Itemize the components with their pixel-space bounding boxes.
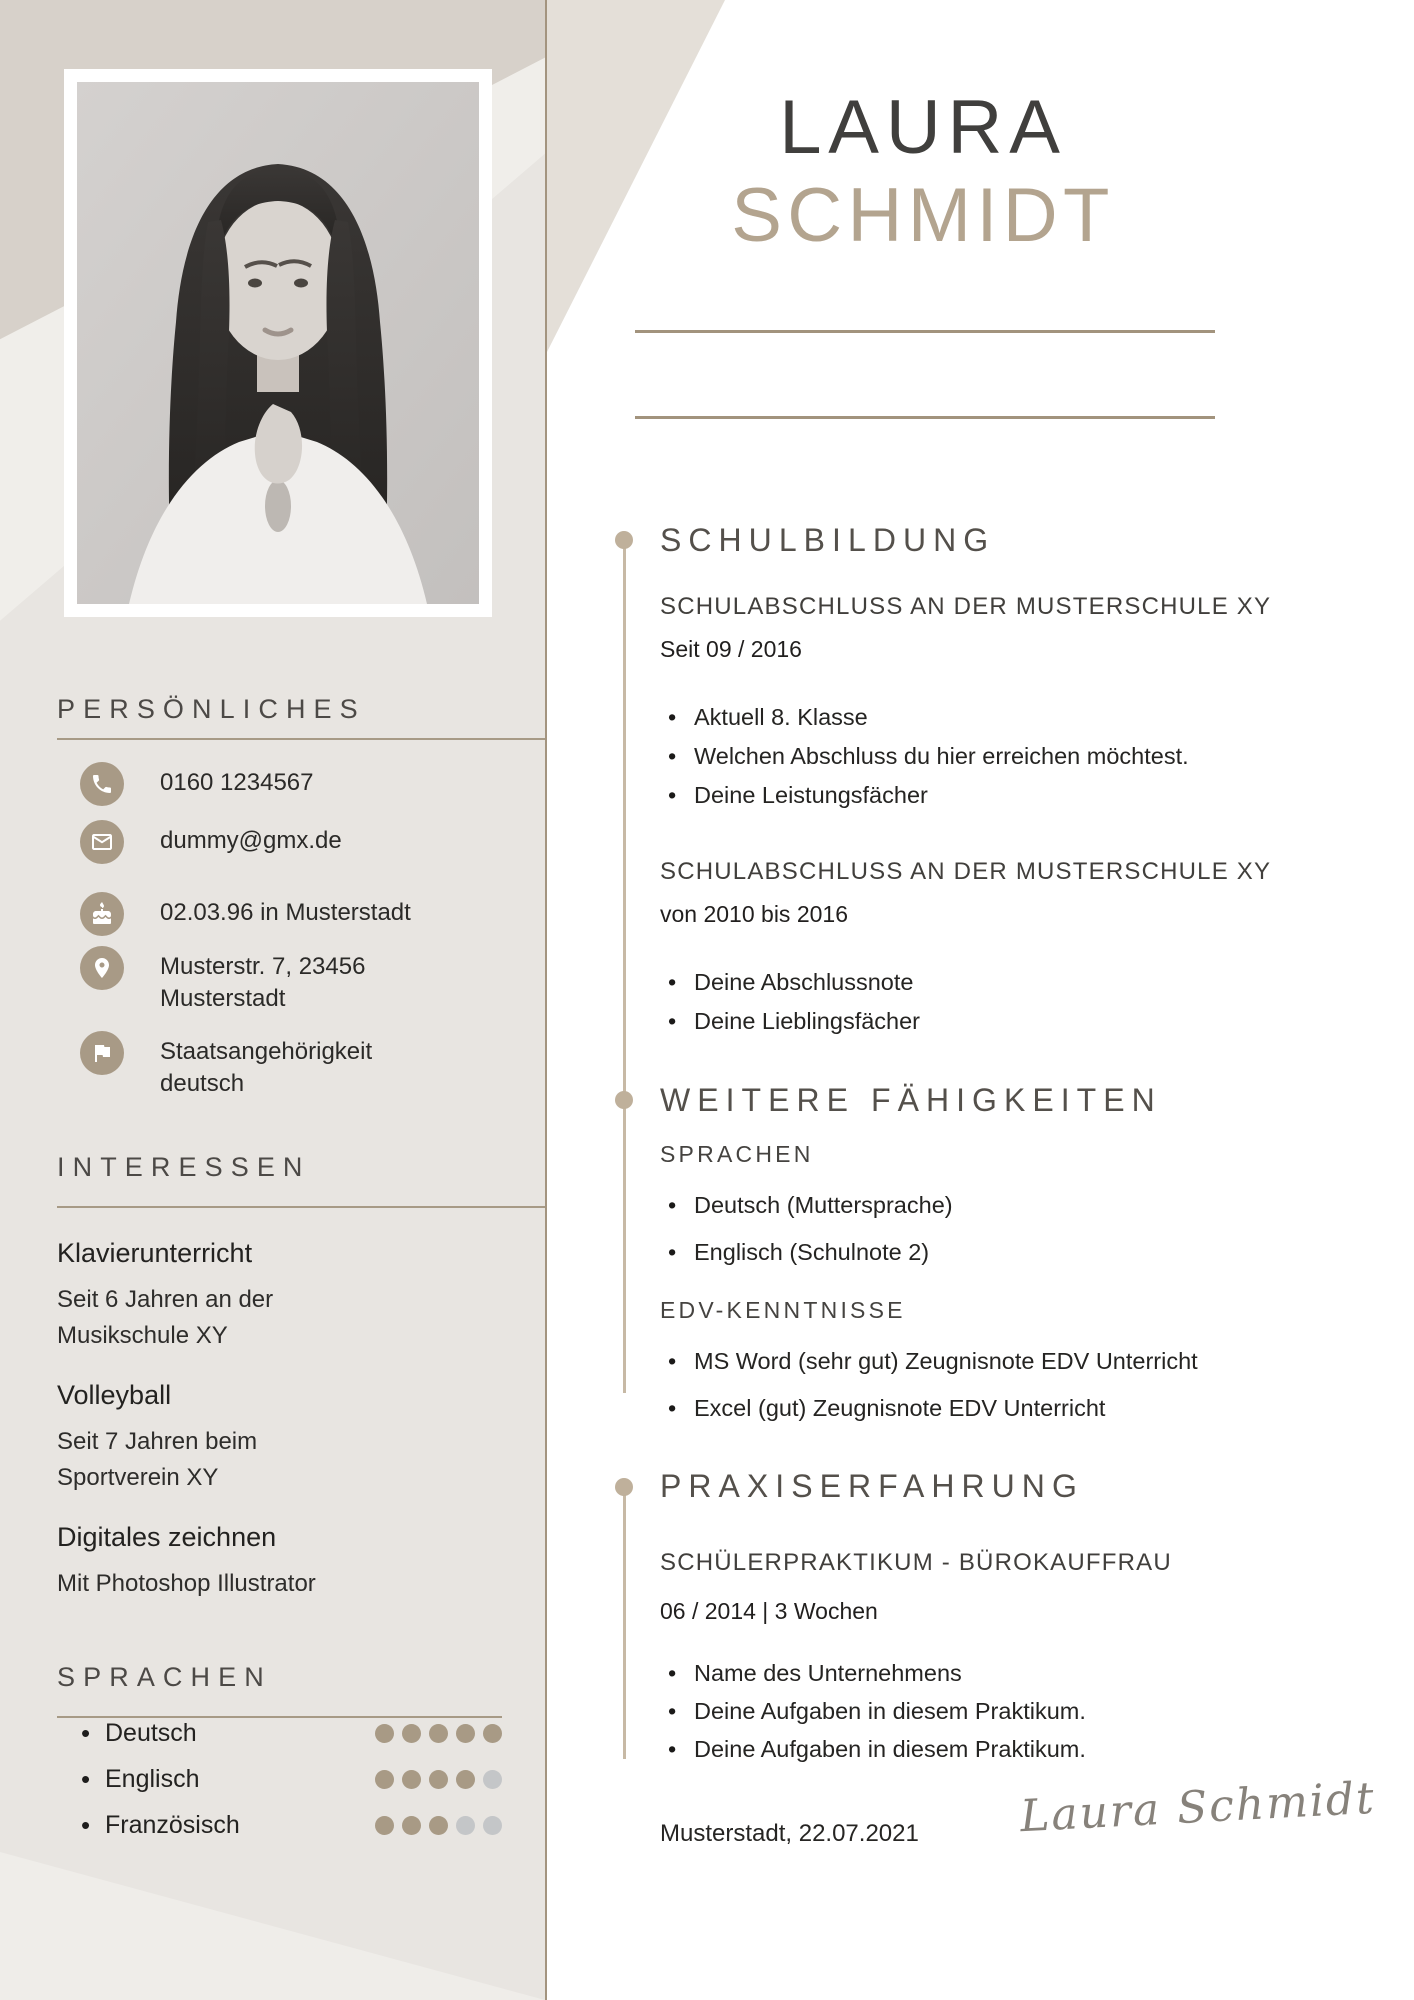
entry-subtitle: SCHÜLERPRAKTIKUM - BÜROKAUFFRAU <box>660 1549 1172 1576</box>
entry-subtitle: SCHULABSCHLUSS AN DER MUSTERSCHULE XY <box>660 593 1272 620</box>
language-name: • Deutsch <box>105 1718 197 1747</box>
entry-date: Seit 09 / 2016 <box>660 636 802 662</box>
interests-section <box>57 1152 545 1602</box>
timeline-dot <box>615 1478 633 1496</box>
bullet-item: • Name des Unternehmens <box>660 1654 1380 1692</box>
section-weitere-faehigkeiten <box>660 1080 1380 1432</box>
entry-bullets <box>660 1654 1380 1768</box>
skills-entry <box>660 1296 1380 1432</box>
signature: Laura Schmidt <box>1018 1772 1377 1843</box>
entry-bullets <box>660 963 1380 1041</box>
phone-number: 0160 1234567 <box>160 769 314 796</box>
interests-title: INTERESSEN <box>57 1152 311 1182</box>
entry-bullets <box>660 1338 1380 1432</box>
address: Musterstr. 7, 23456 Musterstadt <box>160 953 366 1012</box>
education-entry <box>660 857 1380 1041</box>
interests-divider <box>57 1206 545 1208</box>
timeline-line <box>623 1487 626 1759</box>
last-name: SCHMIDT <box>731 173 1115 258</box>
bullet-item: • Deine Abschlussnote <box>660 963 1380 1002</box>
section-title: PRAXISERFAHRUNG <box>660 1468 1084 1504</box>
bullet-item: • Aktuell 8. Klasse <box>660 698 1380 737</box>
email-address: dummy@gmx.de <box>160 827 342 854</box>
interest-desc: Seit 7 Jahren beim Sportverein XY <box>57 1428 258 1491</box>
decorative-diagonal-bottom <box>0 1852 545 2000</box>
timeline-dot <box>615 1091 633 1109</box>
cake-icon <box>80 892 124 936</box>
bullet-item: • Deine Lieblingsfächer <box>660 1002 1380 1041</box>
personal-title: PERSÖNLICHES <box>57 694 366 724</box>
bullet-item: • Deutsch (Muttersprache) <box>660 1182 1380 1229</box>
section-title: WEITERE FÄHIGKEITEN <box>660 1082 1162 1118</box>
flag-icon <box>80 1031 124 1075</box>
section-schulbildung <box>660 520 1380 1041</box>
language-row <box>57 1810 502 1840</box>
location-pin-icon <box>80 946 124 990</box>
section-praxiserfahrung <box>660 1466 1380 1768</box>
contact-row-phone <box>57 762 545 806</box>
personal-section <box>57 694 545 1100</box>
entry-subtitle: SCHULABSCHLUSS AN DER MUSTERSCHULE XY <box>660 858 1272 885</box>
entry-bullets <box>660 698 1380 815</box>
interest-desc: Seit 6 Jahren an der Musikschule XY <box>57 1286 274 1349</box>
education-entry <box>660 592 1380 815</box>
language-level-dots <box>375 1770 502 1789</box>
bullet-item: • MS Word (sehr gut) Zeugnisnote EDV Unterricht <box>660 1338 1380 1385</box>
entry-date: 06 / 2014 | 3 Wochen <box>660 1598 878 1624</box>
entry-date: von 2010 bis 2016 <box>660 901 848 927</box>
entry-subtitle: SPRACHEN <box>660 1141 814 1167</box>
mail-icon <box>80 820 124 864</box>
header-rule-bottom <box>635 416 1215 419</box>
language-row <box>57 1718 502 1748</box>
sidebar <box>0 0 547 2000</box>
bullet-item: • Englisch (Schulnote 2) <box>660 1229 1380 1276</box>
bullet-item: • Deine Aufgaben in diesem Praktikum. <box>660 1730 1380 1768</box>
entry-bullets <box>660 1182 1380 1276</box>
interest-name: Klavierunterricht <box>57 1238 253 1268</box>
bullet-item: • Welchen Abschluss du hier erreichen möchtest. <box>660 737 1380 776</box>
languages-title: SPRACHEN <box>57 1662 272 1692</box>
profile-photo <box>64 69 492 617</box>
contact-row-email <box>57 820 545 864</box>
contact-row-birthday <box>57 892 545 936</box>
language-row <box>57 1764 502 1794</box>
bullet-item: • Deine Aufgaben in diesem Praktikum. <box>660 1692 1380 1730</box>
place-and-date: Musterstadt, 22.07.2021 <box>660 1820 919 1847</box>
section-title: SCHULBILDUNG <box>660 522 996 558</box>
contact-row-nationality <box>57 1031 545 1100</box>
interest-name: Volleyball <box>57 1380 172 1410</box>
entry-subtitle: EDV-KENNTNISSE <box>660 1297 906 1323</box>
bullet-item: • Deine Leistungsfächer <box>660 776 1380 815</box>
interest-item <box>57 1236 545 1354</box>
language-name: • Französisch <box>105 1810 240 1839</box>
interest-item <box>57 1378 545 1496</box>
languages-section <box>57 1662 502 1856</box>
interest-desc: Mit Photoshop Illustrator <box>57 1570 316 1597</box>
language-name: • Englisch <box>105 1764 200 1793</box>
portrait-illustration <box>77 82 479 604</box>
phone-icon <box>80 762 124 806</box>
contact-row-address <box>57 946 545 1015</box>
interest-item <box>57 1520 545 1602</box>
timeline-line <box>623 540 626 1393</box>
bullet-item: • Excel (gut) Zeugnisnote EDV Unterricht <box>660 1385 1380 1432</box>
birthdate: 02.03.96 in Musterstadt <box>160 899 411 926</box>
interest-name: Digitales zeichnen <box>57 1522 277 1552</box>
personal-divider <box>57 738 545 740</box>
first-name: LAURA <box>779 85 1067 170</box>
language-level-dots <box>375 1724 502 1743</box>
experience-entry <box>660 1548 1380 1768</box>
nationality: Staatsangehörigkeit deutsch <box>160 1038 373 1097</box>
timeline-dot <box>615 531 633 549</box>
language-level-dots <box>375 1816 502 1835</box>
name-header <box>563 84 1283 260</box>
skills-entry <box>660 1140 1380 1276</box>
header-rule-top <box>635 330 1215 333</box>
